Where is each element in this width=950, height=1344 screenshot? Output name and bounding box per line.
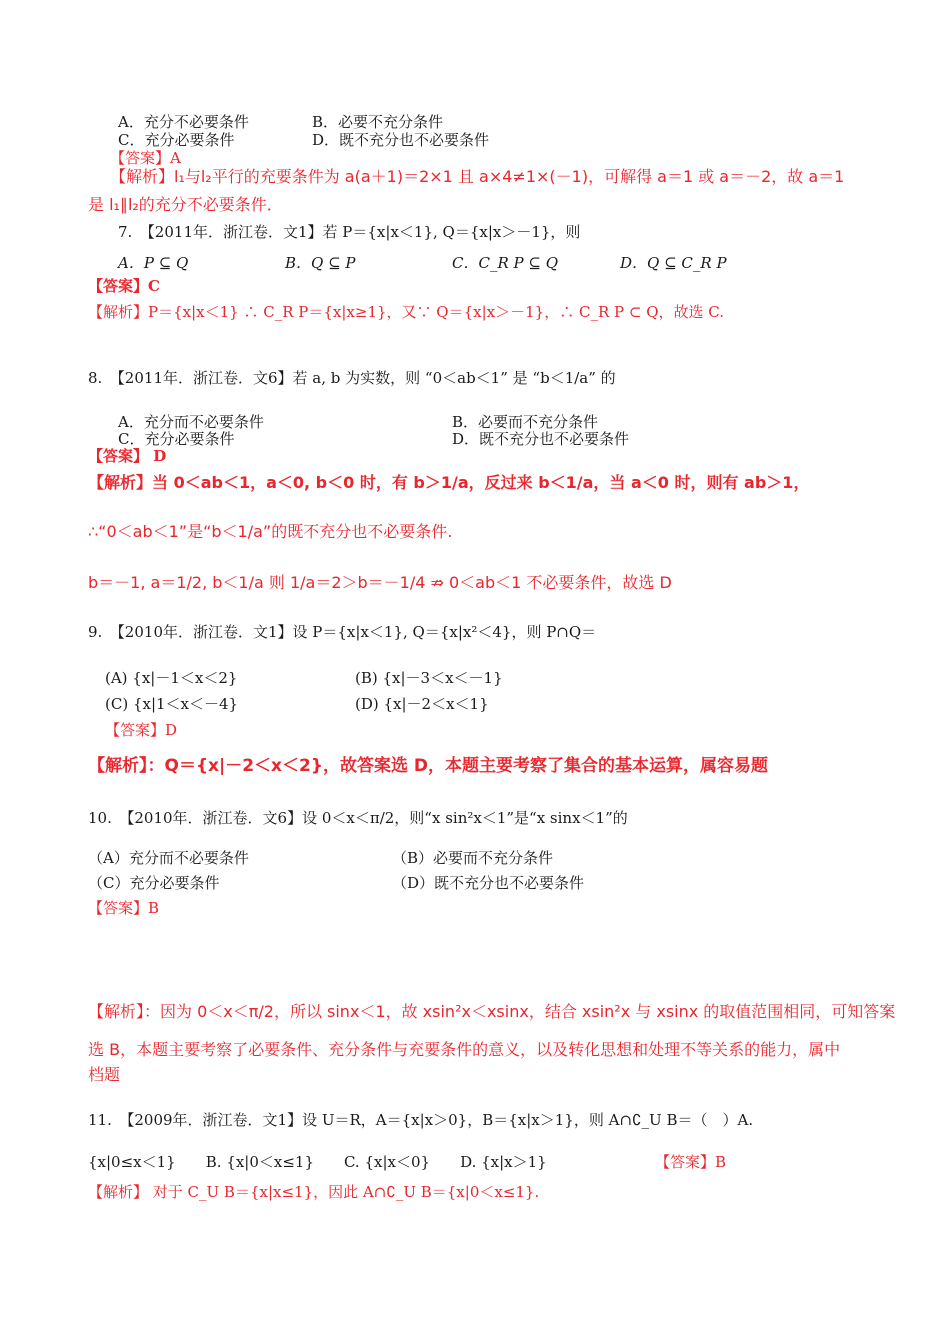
q9-option-b: (B) {x|－3＜x＜－1} — [355, 669, 503, 687]
q8-option-d: D．既不充分也不必要条件 — [452, 430, 630, 448]
q11-answer: 【答案】B — [655, 1153, 727, 1171]
q11-heading: 11. 【2009年．浙江卷．文1】设 U＝R，A＝{x|x＞0}，B＝{x|x＞1}，则 A∩∁_U B＝（ ）A. — [88, 1111, 754, 1129]
q9-option-d: (D) {x|－2＜x＜1} — [355, 695, 489, 713]
q6-option-b: B．必要不充分条件 — [312, 113, 444, 131]
q8-analysis-line-1: 【解析】当 0＜ab＜1，a＜0, b＜0 时，有 b＞1/a，反过来 b＜1/a，当 a＜0 时，则有 ab＞1， — [88, 473, 810, 492]
q10-analysis-line-3: 档题 — [88, 1065, 121, 1084]
q7-option-a: A．P ⊆ Q — [118, 254, 189, 272]
q10-analysis-line-2: 选 B，本题主要考察了必要条件、充分条件与充要条件的意义，以及转化思想和处理不等关系的能力，属中 — [88, 1040, 841, 1059]
q8-analysis-line-3: b＝－1, a＝1/2, b＜1/a 则 1/a＝2＞b＝－1/4 ⇏ 0＜ab＜1 不必要条件，故选 D — [88, 573, 672, 592]
q10-option-d: （D）既不充分也不必要条件 — [392, 874, 585, 892]
q6-option-d: D．既不充分也不必要条件 — [312, 131, 490, 149]
q11-analysis-text: 【解析】 对于 C_U B＝{x|x≤1}，因此 A∩∁_U B＝{x|0＜x≤1}. — [88, 1183, 540, 1201]
q6-analysis-line-2: 是 l₁∥l₂的充分不必要条件． — [88, 195, 283, 214]
q7-option-c: C．C_R P ⊆ Q — [452, 254, 559, 272]
q10-heading: 10. 【2010年．浙江卷．文6】设 0＜x＜π/2，则“x sin²x＜1”是“x sinx＜1”的 — [88, 809, 628, 827]
q9-answer: 【答案】D — [105, 721, 178, 739]
q11-analysis — [88, 1182, 539, 1202]
q9-option-c: (C) {x|1＜x＜－4} — [105, 695, 239, 713]
q7-heading: 7. 【2011年．浙江卷．文1】若 P＝{x|x＜1}, Q＝{x|x＞－1}，则 — [118, 223, 581, 241]
q8-option-a: A．充分而不必要条件 — [118, 413, 264, 431]
q7-answer: 【答案】C — [88, 277, 160, 295]
q7-option-b: B．Q ⊆ P — [285, 254, 356, 272]
q8-option-b: B．必要而不充分条件 — [452, 413, 599, 431]
q9-heading: 9. 【2010年．浙江卷．文1】设 P＝{x|x＜1}, Q＝{x|x²＜4}，则 P∩Q＝ — [88, 623, 597, 641]
q11-options: {x|0≤x＜1} B. {x|0＜x≤1} C. {x|x＜0} D. {x|x＞1} — [88, 1153, 547, 1171]
q6-analysis-line-1: 【解析】l₁与l₂平行的充要条件为 a(a＋1)＝2×1 且 a×4≠1×(－1)，可解得 a＝1 或 a＝－2，故 a＝1 — [110, 167, 845, 186]
q7-option-d: D．Q ⊆ C_R P — [620, 254, 727, 272]
q10-option-c: （C）充分必要条件 — [88, 874, 220, 892]
q8-answer: 【答案】 D — [88, 447, 167, 465]
q8-analysis-line-2: ∴“0＜ab＜1”是“b＜1/a”的既不充分也不必要条件. — [88, 522, 453, 541]
q8-option-c: C．充分必要条件 — [118, 430, 235, 448]
q10-analysis-line-1: 【解析】：因为 0＜x＜π/2，所以 sinx＜1，故 xsin²x＜xsinx，结合 xsin²x 与 xsinx 的取值范围相同，可知答案 — [88, 1002, 896, 1021]
q10-option-b: （B）必要而不充分条件 — [392, 849, 554, 867]
q8-heading: 8. 【2011年．浙江卷．文6】若 a, b 为实数，则 “0＜ab＜1” 是 “b＜1/a” 的 — [88, 369, 616, 387]
q9-analysis: 【解析】：Q＝{x|－2＜x＜2}，故答案选 D，本题主要考察了集合的基本运算，属容易题 — [88, 756, 768, 776]
q6-option-c: C．充分必要条件 — [118, 131, 235, 149]
q7-analysis: 【解析】P＝{x|x＜1} ∴ C_R P＝{x|x≥1}，又∵ Q＝{x|x＞－1}，∴ C_R P ⊂ Q，故选 C. — [88, 303, 724, 321]
q6-answer: 【答案】A — [110, 149, 181, 167]
q10-option-a: （A）充分而不必要条件 — [88, 849, 249, 867]
q9-option-a: (A) {x|－1＜x＜2} — [105, 669, 238, 687]
q6-option-a: A．充分不必要条件 — [118, 113, 249, 131]
q10-answer: 【答案】B — [88, 899, 160, 917]
